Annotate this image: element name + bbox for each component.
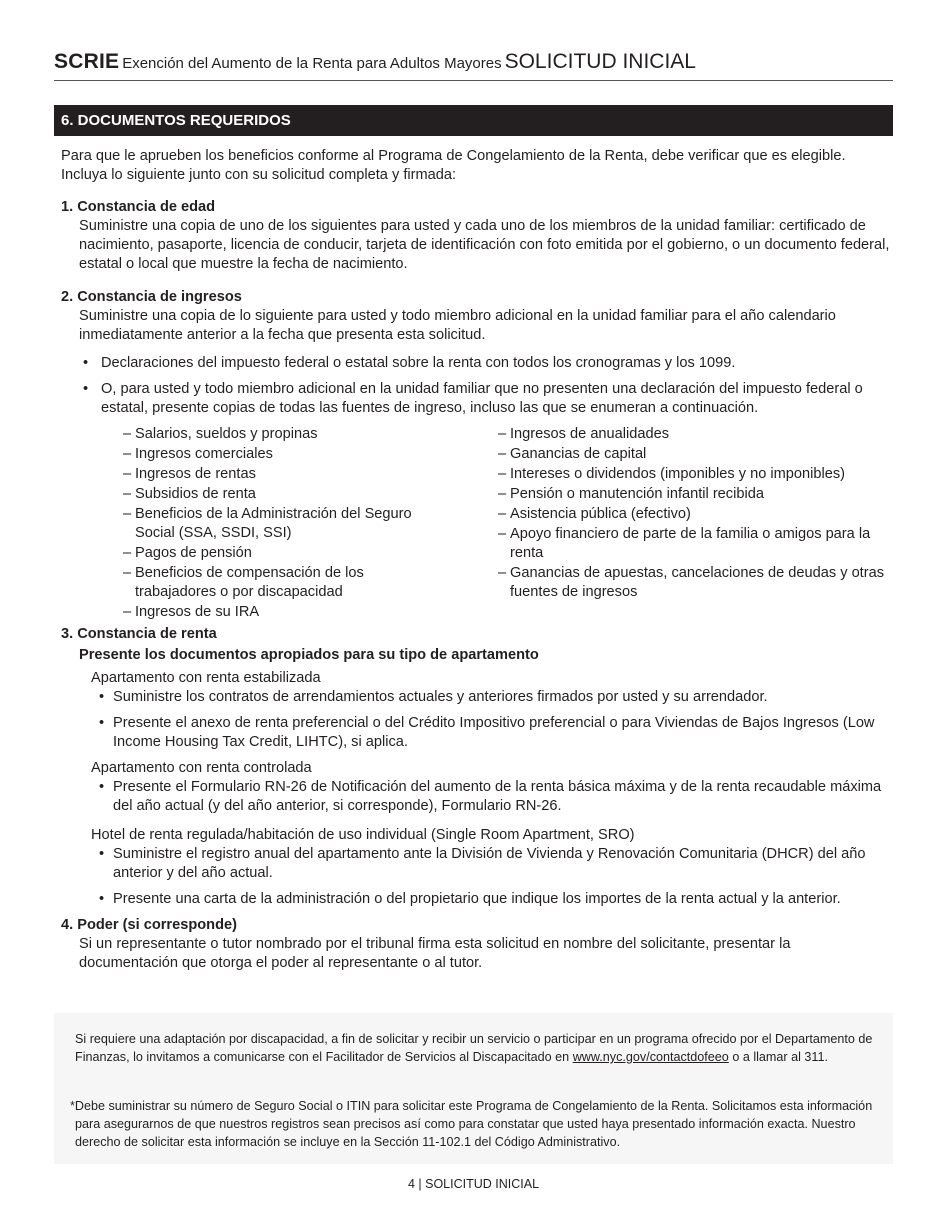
item-proof-of-age — [61, 198, 893, 274]
sro-bullets — [61, 845, 893, 909]
list-item: • Presente el Formulario RN-26 de Notificación del aumento de la renta básica máxima y de la renta recaudable máxima del año actual (y del año anterior, si corresponde), Formulario RN-26. — [113, 778, 893, 816]
list-item: – Subsidios de renta — [123, 485, 498, 504]
accessibility-text: Si requiere una adaptación por discapacidad, a fin de solicitar y recibir un servicio o participar en un programa ofrecido por el Departamento de Finanzas, lo invitamos a comunicarse con el Facilitador de Servicios al Discapacitado en — [75, 1032, 873, 1064]
item-proof-of-rent — [61, 625, 893, 909]
header-brand: SCRIE — [54, 50, 120, 73]
header-form-name: SOLICITUD INICIAL — [504, 50, 696, 73]
income-sources-left — [123, 425, 498, 623]
item2-body: Suministre una copia de lo siguiente para usted y todo miembro adicional en la unidad familiar para el año calendario inmediatamente anterior a la fecha que presenta esta solicitud. — [79, 308, 836, 343]
list-item: – Salarios, sueldos y propinas — [123, 425, 498, 444]
income-bullets — [61, 354, 893, 418]
list-item: • Presente el anexo de renta preferencial o del Crédito Impositivo preferencial o para Viviendas de Bajos Ingresos (Low Income Housing Tax Credit, LIHTC), si aplica. — [113, 714, 893, 752]
item4-body: Si un representante o tutor nombrado por el tribunal firma esta solicitud en nombre del solicitante, presentar la documentación que otorga el poder al representante o al tutor. — [79, 936, 791, 971]
page-footer: 4 | SOLICITUD INICIAL — [407, 1177, 540, 1191]
list-item: – Ingresos comerciales — [123, 445, 498, 464]
item3-title: 3. Constancia de renta — [61, 626, 217, 642]
notice-box — [54, 1013, 893, 1164]
list-item: • Suministre el registro anual del apartamento ante la División de Vivienda y Renovación Comunitaria (DHCR) del año anterior y del año actual. — [113, 845, 893, 883]
rent-controlled-title: Apartamento con renta controlada — [91, 760, 312, 776]
section-title: 6. DOCUMENTOS REQUERIDOS — [54, 105, 893, 136]
item-power-of-attorney — [61, 916, 893, 973]
list-item: – Intereses o dividendos (imponibles y no imponibles) — [498, 465, 893, 484]
list-item: – Ingresos de rentas — [123, 465, 498, 484]
rent-controlled-bullets — [61, 778, 893, 816]
list-item: – Ganancias de apuestas, cancelaciones de deudas y otras fuentes de ingresos — [498, 564, 893, 602]
income-sources-list — [61, 425, 893, 623]
list-item: • Presente una carta de la administración o del propietario que indique los importes de la renta actual y la anterior. — [113, 890, 893, 909]
list-item: – Beneficios de la Administración del Seguro Social (SSA, SSDI, SSI) — [123, 505, 435, 543]
income-bullet: • O, para usted y todo miembro adicional en la unidad familiar que no presenten una declaración del impuesto federal o estatal, presente copias de todas las fuentes de ingreso, incluso las que se enumeran a continuación. — [101, 380, 893, 418]
list-item: • Suministre los contratos de arrendamientos actuales y anteriores firmados por usted y su arrendador. — [113, 688, 893, 707]
list-item: – Apoyo financiero de parte de la familia o amigos para la renta — [498, 525, 893, 563]
income-sources-right — [498, 425, 893, 623]
header-subtitle: Exención del Aumento de la Renta para Adultos Mayores — [122, 55, 502, 72]
income-bullet: • Declaraciones del impuesto federal o estatal sobre la renta con todos los cronogramas y los 1099. — [101, 354, 893, 373]
list-item: – Pagos de pensión — [123, 544, 498, 563]
list-item: – Ingresos de anualidades — [498, 425, 893, 444]
list-item: – Beneficios de compensación de los trabajadores o por discapacidad — [123, 564, 385, 602]
sro-title: Hotel de renta regulada/habitación de uso individual (Single Room Apartment, SRO) — [91, 827, 635, 843]
list-item: – Ganancias de capital — [498, 445, 893, 464]
list-item: – Ingresos de su IRA — [123, 603, 498, 622]
accessibility-tail: o a llamar al 311. — [732, 1050, 828, 1064]
section-content — [61, 147, 893, 973]
contact-link[interactable]: www.nyc.gov/contactdofeeo — [572, 1050, 729, 1064]
item1-title: 1. Constancia de edad — [61, 199, 216, 215]
ssn-notice: *Debe suministrar su número de Seguro Social o ITIN para solicitar este Programa de Congelamiento de la Renta. Solicitamos esta información para asegurarnos de que nuestros registros sean precisos así como para constatar que usted haya presentado información exacta. Nuestro derecho de solicitar esta información se incluye en la Sección 11-102.1 del Código Administrativo. — [70, 1099, 873, 1149]
item4-title: 4. Poder (si corresponde) — [61, 917, 237, 933]
item2-title: 2. Constancia de ingresos — [61, 289, 242, 305]
item-proof-of-income — [61, 288, 893, 623]
intro-text: Para que le aprueben los beneficios conforme al Programa de Congelamiento de la Renta, debe verificar que es elegible. Incluya lo siguiente junto con su solicitud completa y firmada: — [61, 148, 846, 183]
list-item: – Pensión o manutención infantil recibida — [498, 485, 893, 504]
rent-stabilized-bullets — [61, 688, 893, 752]
rent-stabilized-title: Apartamento con renta estabilizada — [91, 670, 321, 686]
accessibility-notice — [75, 1030, 875, 1066]
item1-body: Suministre una copia de uno de los siguientes para usted y cada uno de los miembros de la unidad familiar: certificado de nacimiento, pasaporte, licencia de conducir, tarjeta de identificación con foto emitida por el gobierno, o un documento federal, estatal o local que muestre la fecha de nacimiento. — [79, 218, 890, 272]
item3-subtitle: Presente los documentos apropiados para su tipo de apartamento — [79, 647, 539, 663]
list-item: – Asistencia pública (efectivo) — [498, 505, 893, 524]
page-header — [54, 50, 893, 81]
